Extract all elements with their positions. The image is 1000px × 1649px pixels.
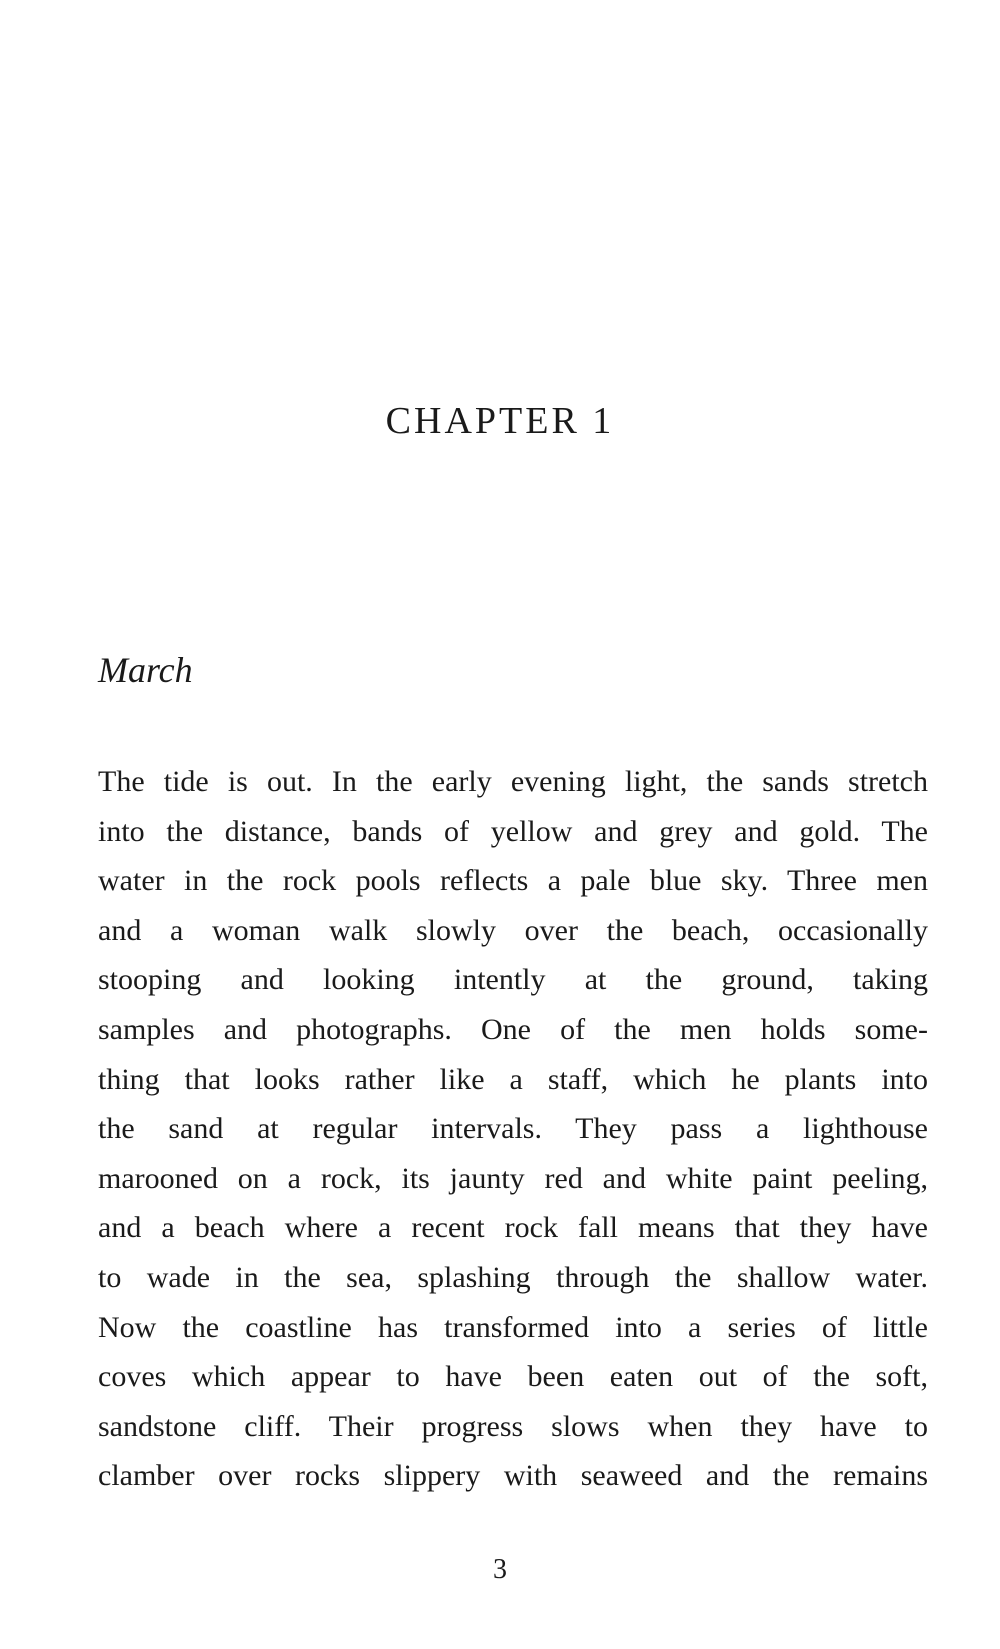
text-line: and a beach where a recent rock fall means that they have (98, 1211, 928, 1245)
section-title: March (98, 650, 193, 690)
text-line: into the distance, bands of yellow and grey and gold. The (98, 814, 928, 848)
text-line: clamber over rocks slippery with seaweed and the remains (98, 1459, 928, 1493)
text-line: samples and photographs. One of the men holds some- (98, 1012, 928, 1046)
text-line: The tide is out. In the early evening light, the sands stretch (98, 765, 928, 798)
text-line: water in the rock pools reflects a pale blue sky. Three men (98, 864, 928, 898)
text-line: coves which appear to have been eaten out of the soft, (98, 1360, 928, 1394)
text-line: to wade in the sea, splashing through the shallow water. (98, 1260, 928, 1294)
text-line: Now the coastline has transformed into a series of little (98, 1310, 928, 1344)
text-line: marooned on a rock, its jaunty red and white paint peeling, (98, 1161, 928, 1195)
page-number: 3 (493, 1554, 507, 1585)
chapter-title: CHAPTER 1 (385, 400, 615, 442)
text-line: thing that looks rather like a staff, which he plants into (98, 1062, 928, 1096)
text-line: sandstone cliff. Their progress slows when they have to (98, 1409, 928, 1443)
text-line: the sand at regular intervals. They pass a lighthouse (98, 1112, 928, 1146)
text-line: stooping and looking intently at the ground, taking (98, 963, 928, 997)
text-line: and a woman walk slowly over the beach, occasionally (98, 913, 928, 947)
body-paragraph (98, 757, 928, 1501)
